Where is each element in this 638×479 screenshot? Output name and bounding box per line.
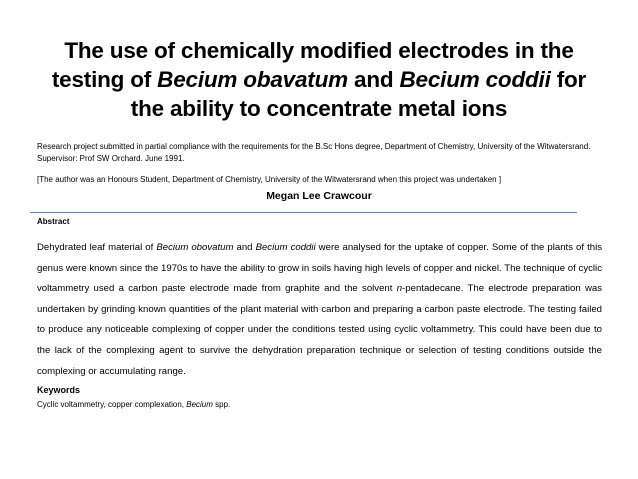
title-text: and xyxy=(347,67,400,92)
keywords-heading: Keywords xyxy=(37,385,81,395)
title-species-2: Becium coddii xyxy=(399,67,551,92)
section-divider xyxy=(30,212,577,213)
author-name: Megan Lee Crawcour xyxy=(266,190,372,202)
title-line-1: The use of chemically modified electrodes in the xyxy=(64,38,574,63)
keywords-text: spp. xyxy=(212,400,231,409)
title-text: testing of xyxy=(51,67,158,92)
abstract-species-2: Becium coddii xyxy=(255,242,316,253)
abstract-species-1: Becium obovatum xyxy=(156,242,234,253)
title-species-1: Becium obavatum xyxy=(157,67,348,92)
author-note: [The author was an Honours Student, Department of Chemistry, University of the Witwatersrand when this project was undertaken ] xyxy=(37,175,502,184)
title-line-2 xyxy=(30,65,608,94)
keywords-genus: Becium xyxy=(186,400,213,409)
abstract-text: and xyxy=(233,242,256,253)
abstract-text: were analysed for the uptake of copper. Some of the plants of this genus were known since the 1970s to have the ability to grow in soils having high levels of copper and nickel. The technique of cyclic voltammetry used a carbon paste electrode made from graphite and the solvent xyxy=(37,242,602,295)
abstract-text: Dehydrated leaf material of xyxy=(37,242,157,253)
title-text: for xyxy=(550,67,587,92)
research-note: Research project submitted in partial compliance with the requirements for the B.Sc Hons degree, Department of Chemistry, University of the Witwatersrand. Supervisor: Prof SW Orchard. June 1991. xyxy=(37,142,591,163)
title-line-3: the ability to concentrate metal ions xyxy=(130,96,508,121)
abstract-body xyxy=(37,238,602,382)
keywords-list xyxy=(37,399,597,411)
abstract-text: -pentadecane. The electrode preparation was undertaken by grinding known quantities of the plant material with carbon and preparing a carbon paste electrode. The testing failed to produce any noticeable complexing of copper under the conditions tested using cyclic voltammetry. This could have been due to the lack of the complexing agent to survive the dehydration preparation technique or selection of testing conditions outside the complexing or accumulating range. xyxy=(37,283,602,377)
abstract-heading: Abstract xyxy=(37,217,70,226)
keywords-text: Cyclic voltammetry, copper complexation, xyxy=(37,400,187,409)
abstract-italic-n: n xyxy=(396,283,403,295)
paper-title xyxy=(30,36,608,123)
